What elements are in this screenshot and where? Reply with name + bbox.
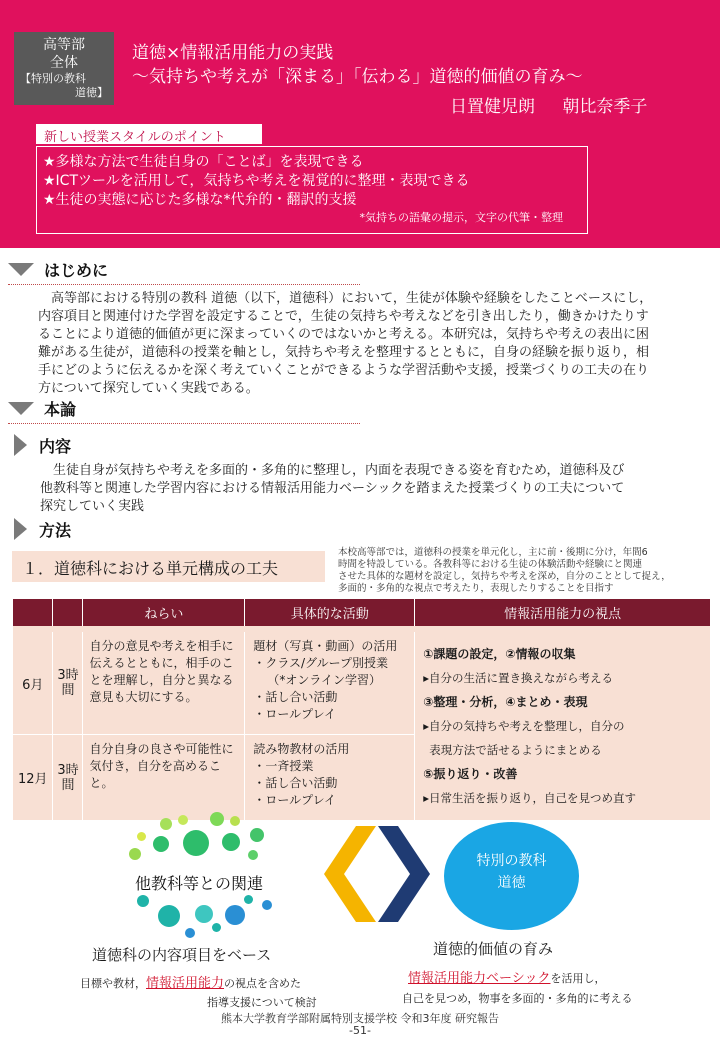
divider (8, 423, 360, 424)
text-span: の視点を含めた (224, 977, 302, 990)
page-title: 道徳×情報活用能力の実践 (132, 43, 334, 63)
view-line: 表現方法で話せるようにまとめる (429, 743, 602, 757)
ellipse-label: 特別の教科 (476, 853, 547, 869)
activity-line: ・一斉授業 (253, 759, 314, 774)
section-heading-main (8, 397, 76, 419)
bubble-decoration (225, 905, 245, 925)
text-line: 手にどのように伝えるかを深く考えていくことができるような学習活動や支援，授業づくりの工夫の在り (38, 363, 650, 378)
table-row (13, 632, 711, 735)
bubble-decoration (210, 812, 224, 826)
bubble-decoration (222, 833, 240, 851)
divider (8, 284, 360, 285)
chevron-pair-icon (322, 826, 432, 922)
month-cell: 12月 (13, 735, 53, 820)
page-subtitle: ～気持ちや考えが「深まる」「伝わる」道徳的価値の育み～ (132, 67, 583, 87)
highlight-text: 情報活用能力ベーシック (408, 971, 551, 986)
dept-line: 高等部 (43, 37, 85, 53)
triangle-down-icon (8, 402, 34, 415)
triangle-down-icon (8, 263, 34, 276)
chevron-right-icon (378, 826, 430, 922)
author-name: 日置健児朗 (450, 97, 535, 117)
subsection-title: 方法 (39, 520, 72, 540)
triangle-right-icon (14, 518, 27, 540)
intro-paragraph (38, 290, 698, 398)
view-line: ⑤振り返り・改善 (423, 767, 518, 781)
bubble-decoration (178, 815, 188, 825)
table-header-row (13, 599, 711, 626)
dept-line: 【特別の教科 (20, 72, 86, 85)
section-heading-intro (8, 258, 108, 280)
point-item: ★生徒の実態に応じた多様な*代弁的・翻訳的支援 (43, 192, 357, 208)
department-box (14, 32, 114, 105)
text-line: 生徒自身が気持ちや考えを多面的・多角的に整理し，内面を表現できる姿を育むため，道徳科及び (40, 463, 625, 478)
aim-cell: 自分の意見や考えを相手に伝えるとともに，相手のことを理解し，自分と異なる意見も大切にする。 (83, 632, 245, 735)
content-paragraph (40, 462, 700, 516)
hours-cell: 3時間 (53, 735, 83, 820)
bubble-decoration (183, 830, 209, 856)
bubble-decoration (250, 828, 264, 842)
point-item: ★多様な方法で生徒自身の「ことば」を表現できる (43, 154, 364, 170)
note-line: 本校高等部では，道徳科の授業を単元化し，主に前・後期に分け，年間6 (338, 547, 648, 558)
right-small-text: 自己を見つめ，物事を多面的・多角的に考える (402, 992, 633, 1005)
footer-school: 熊本大学教育学部附属特別支援学校 令和3年度 研究報告 (221, 1012, 499, 1025)
view-cell (415, 632, 711, 820)
triangle-right-icon (14, 434, 27, 456)
table-header: 具体的な活動 (245, 599, 415, 626)
text-line: ることにより道徳的価値が更に深まっていくのではないかと考える。本研究は，気持ちや考えの表出に困 (38, 327, 650, 342)
points-tab: 新しい授業スタイルのポイント (36, 124, 262, 144)
subsection-heading-content (14, 434, 71, 456)
text-line: 探究していく実践 (40, 499, 145, 514)
points-box (36, 146, 588, 234)
view-line: ▸自分の生活に置き換えながら考える (423, 671, 613, 685)
note-line: 時間を特設している。各教科等における生徒の体験活動や経験にと関連 (338, 559, 643, 570)
view-line: ▸日常生活を振り返り，自己を見つめ直す (423, 791, 636, 805)
activity-cell (245, 632, 415, 735)
view-line: ③整理・分析，④まとめ・表現 (423, 695, 588, 709)
bubble-decoration (230, 816, 240, 826)
bubble-decoration (160, 818, 172, 830)
table-header-blank (13, 599, 53, 626)
left-small-text: 指導支援について検討 (207, 996, 317, 1009)
header-banner (0, 0, 720, 248)
left-small-text (80, 972, 301, 991)
bubble-decoration (212, 923, 221, 932)
method-label: １．道徳科における単元構成の工夫 (12, 551, 325, 582)
activity-line: ・ロールプレイ (253, 707, 337, 721)
bubble-decoration (158, 905, 180, 927)
dept-line: 全体 (50, 55, 78, 71)
highlight-text: 情報活用能力 (146, 976, 225, 991)
subsection-title: 内容 (39, 436, 72, 456)
method-note (338, 547, 712, 595)
unit-plan-table (13, 599, 711, 820)
activity-line: ・クラス/グループ別授業 (253, 656, 389, 670)
bubble-decoration (137, 832, 146, 841)
dept-line: 道徳】 (75, 86, 108, 99)
table-header: ねらい (83, 599, 245, 626)
section-title: 本論 (44, 399, 77, 419)
bubble-decoration (185, 928, 195, 938)
bubble-decoration (248, 850, 258, 860)
text-line: 高等部における特別の教科 道徳（以下，道徳科）において，生徒が体験や経験をしたことベースにし， (38, 291, 653, 306)
text-line: 他教科等と関連した学習内容における情報活用能力ベーシックを踏まえた授業づくりの工夫について (40, 481, 625, 496)
note-line: させた具体的な題材を設定し，気持ちや考えを深め，自分のこととして捉え， (338, 571, 671, 582)
view-line: ①課題の設定，②情報の収集 (423, 647, 576, 661)
points-note: *気持ちの語彙の提示，文字の代筆・整理 (359, 211, 563, 224)
section-title: はじめに (44, 260, 109, 280)
activity-line: ・ロールプレイ (253, 793, 337, 808)
activity-line: （*オンライン学習） (267, 673, 381, 687)
note-line: 多面的・多角的な視点で考えたり，表現したりすることを目指す (338, 583, 614, 594)
activity-line: ・話し合い活動 (253, 690, 338, 704)
text-line: 方について探究していく実践である。 (38, 381, 259, 396)
right-caption: 道徳的価値の育み (433, 940, 554, 958)
text-span: を活用し， (550, 972, 606, 985)
moral-subject-ellipse (444, 822, 579, 930)
table-header: 情報活用能力の視点 (415, 599, 711, 626)
view-line: ▸自分の気持ちや考えを整理し，自分の (423, 719, 625, 733)
ellipse-label: 道徳 (497, 875, 526, 891)
bubble-decoration (129, 848, 141, 860)
text-line: 難がある生徒が，道徳科の授業を軸とし，気持ちや考えを整理するとともに，自身の経験を振り返り，相 (38, 345, 650, 360)
left-caption: 道徳科の内容項目をベース (92, 946, 272, 964)
bubble-decoration (153, 836, 169, 852)
chevron-left-icon (324, 826, 376, 922)
activity-line: ・話し合い活動 (253, 776, 338, 791)
subsection-heading-method (14, 518, 71, 540)
bubble-decoration (137, 895, 149, 907)
bubble-decoration (262, 900, 272, 910)
page-number: -51- (349, 1024, 371, 1037)
month-cell: 6月 (13, 632, 53, 735)
bubble-decoration (195, 905, 213, 923)
aim-cell: 自分自身の良さや可能性に気付き，自分を高めること。 (83, 735, 245, 820)
table-header-blank (53, 599, 83, 626)
activity-cell (245, 735, 415, 820)
activity-line: 題材（写真・動画）の活用 (253, 639, 398, 653)
point-item: ★ICTツールを活用して，気持ちや考えを視覚的に整理・表現できる (43, 173, 470, 189)
text-line: 内容項目と関連付けた学習を設定することで，生徒の気持ちや考えなどを引き出したり，働きかけたりす (38, 309, 649, 324)
text-span: 目標や教材， (80, 977, 146, 990)
author-name: 朝比奈季子 (562, 97, 648, 117)
related-subjects-label: 他教科等との関連 (135, 874, 264, 893)
authors (450, 92, 669, 117)
bubble-decoration (244, 895, 253, 904)
activity-line: 読み物教材の活用 (253, 742, 350, 757)
hours-cell: 3時間 (53, 632, 83, 735)
right-small-text (408, 967, 605, 986)
